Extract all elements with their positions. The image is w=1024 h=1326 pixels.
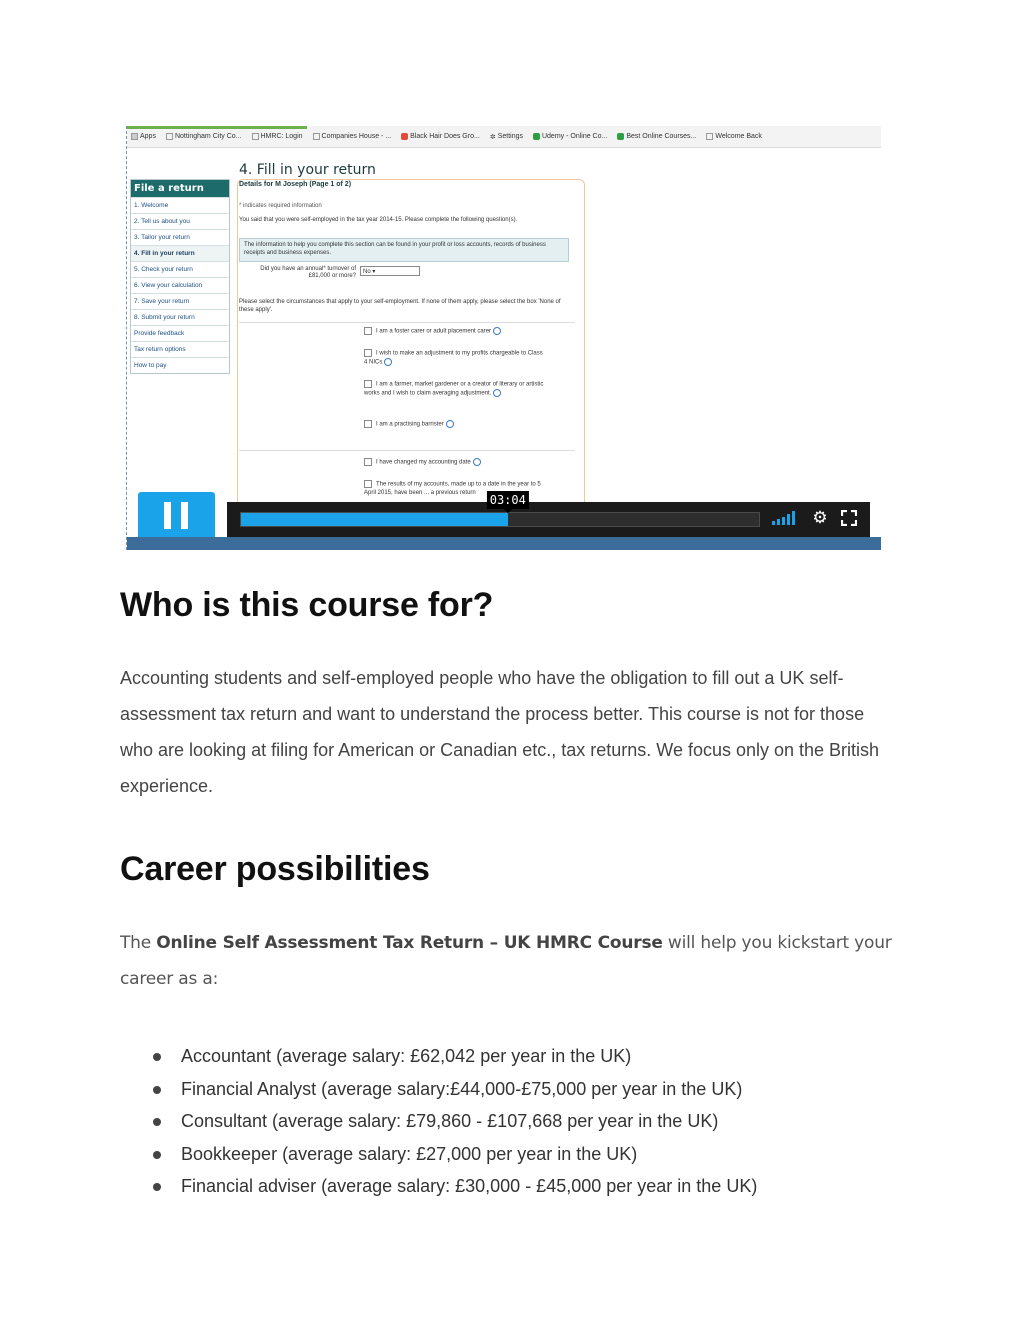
section-body-who: Accounting students and self-employed people who have the obligation to fill out a UK self-assessment tax return and want to understand the process better. This course is not for those who are looking at filing for American or Canadian etc., tax returns. We focus only on the British experience.: [120, 668, 880, 796]
info-box: The information to help you complete this section can be found in your profit or loss accounts, records of business receipts and business expenses.: [239, 238, 569, 262]
help-icon[interactable]: [446, 420, 454, 428]
option-farmer[interactable]: I am a farmer, market gardener or a creator of literary or artistic works and I wish to claim averaging adjustment.: [364, 381, 544, 397]
bookmark-companies-house[interactable]: Companies House - ...: [313, 133, 392, 140]
bookmark-settings[interactable]: ✲ Settings: [489, 133, 523, 141]
option-adjustment[interactable]: I wish to make an adjustment to my profits chargeable to Class 4 NICs: [364, 350, 543, 366]
sidebar-item-submit[interactable]: 8. Submit your return: [131, 309, 229, 325]
checkbox[interactable]: [364, 458, 372, 466]
divider: [239, 450, 575, 451]
circumstances-prompt: Please select the circumstances that apply to your self-employment. If none of them apply, please select the box 'None of these apply'.: [239, 299, 561, 313]
section-heading-who: Who is this course for?: [120, 586, 494, 624]
page-icon: [166, 133, 173, 140]
section-heading-career: Career possibilities: [120, 850, 430, 888]
bookmark-apps[interactable]: Apps: [131, 133, 156, 140]
form-title: 4. Fill in your return: [239, 162, 376, 178]
hmrc-sidebar-nav: [130, 179, 230, 374]
progress-bar[interactable]: [240, 512, 760, 527]
gear-icon: ✲: [489, 133, 496, 141]
list-item: Accountant (average salary: £62,042 per year in the UK): [120, 1040, 900, 1073]
bookmark-black-hair[interactable]: Black Hair Does Gro...: [401, 133, 480, 140]
page-icon: [252, 133, 259, 140]
bullet-icon: [153, 1183, 161, 1191]
option-accounting-date[interactable]: I have changed my accounting date: [364, 458, 544, 467]
career-intro: The Online Self Assessment Tax Return – UK HMRC Course will help you kickstart your career as a:: [120, 933, 892, 989]
help-icon[interactable]: [493, 327, 501, 335]
bookmark-best-online-courses[interactable]: Best Online Courses...: [617, 133, 696, 140]
bullet-icon: [153, 1086, 161, 1094]
list-item: Financial Analyst (average salary:£44,000-£75,000 per year in the UK): [120, 1073, 900, 1106]
sidebar-item-how-to-pay[interactable]: How to pay: [131, 357, 229, 373]
option-accounts-results[interactable]: The results of my accounts, made up to a date in the year to 5 April 2015, have been ... a previous return: [364, 481, 541, 496]
pause-icon: [164, 502, 171, 529]
checkbox[interactable]: [364, 327, 372, 335]
help-icon[interactable]: [384, 358, 392, 366]
progress-fill: [241, 513, 508, 526]
sidebar-item-tell-us[interactable]: 2. Tell us about you: [131, 213, 229, 229]
page-icon: [706, 133, 713, 140]
sidebar-item-tailor[interactable]: 3. Tailor your return: [131, 229, 229, 245]
sidebar-item-feedback[interactable]: Provide feedback: [131, 325, 229, 341]
bullet-icon: [153, 1118, 161, 1126]
sidebar-item-tax-options[interactable]: Tax return options: [131, 341, 229, 357]
career-list: [120, 1040, 900, 1203]
bookmark-nottingham[interactable]: Nottingham City Co...: [166, 133, 242, 140]
turnover-question: Did you have an annual* turnover of £81,000 or more?: [260, 266, 356, 279]
bookmark-udemy[interactable]: Udemy - Online Co...: [533, 133, 607, 140]
bullet-icon: [153, 1053, 161, 1061]
bullet-icon: [153, 1151, 161, 1159]
browser-tab-strip: [127, 126, 307, 129]
list-item: Bookkeeper (average salary: £27,000 per year in the UK): [120, 1138, 900, 1171]
checkbox[interactable]: [364, 420, 372, 428]
help-icon[interactable]: [473, 458, 481, 466]
udemy-icon: [533, 133, 540, 140]
sidebar-title: File a return: [131, 180, 229, 197]
settings-gear-icon[interactable]: ⚙: [812, 508, 828, 527]
checkbox[interactable]: [364, 349, 372, 357]
turnover-select[interactable]: No ▾: [360, 266, 420, 276]
video-player[interactable]: [126, 126, 881, 550]
form-intro: You said that you were self-employed in the tax year 2014-15. Please complete the following question(s).: [239, 217, 518, 223]
browser-bookmarks-bar: [127, 126, 881, 148]
sidebar-item-save[interactable]: 7. Save your return: [131, 293, 229, 309]
udemy-icon: [617, 133, 624, 140]
windows-taskbar: [127, 537, 881, 550]
apps-icon: [131, 133, 138, 140]
volume-icon[interactable]: [772, 511, 800, 525]
bookmark-welcome-back[interactable]: Welcome Back: [706, 133, 762, 140]
list-item: Financial adviser (average salary: £30,000 - £45,000 per year in the UK): [120, 1170, 900, 1203]
required-note: * indicates required information: [239, 203, 322, 209]
page-icon: [313, 133, 320, 140]
checkbox[interactable]: [364, 380, 372, 388]
form-details-heading: Details for M Joseph (Page 1 of 2): [239, 181, 352, 188]
sidebar-item-calculation[interactable]: 6. View your calculation: [131, 277, 229, 293]
divider: [239, 322, 575, 323]
fullscreen-icon[interactable]: [841, 510, 857, 526]
option-barrister[interactable]: I am a practising barrister: [364, 420, 544, 429]
return-form: [237, 179, 585, 550]
checkbox[interactable]: [364, 480, 372, 488]
mail-icon: [401, 133, 408, 140]
sidebar-item-check[interactable]: 5. Check your return: [131, 261, 229, 277]
bookmark-hmrc[interactable]: HMRC: Login: [252, 133, 303, 140]
sidebar-item-fill-in[interactable]: 4. Fill in your return: [131, 245, 229, 261]
sidebar-item-welcome[interactable]: 1. Welcome: [131, 197, 229, 213]
pause-button[interactable]: [138, 492, 215, 541]
help-icon[interactable]: [493, 389, 501, 397]
option-foster-carer[interactable]: I am a foster carer or adult placement carer: [364, 327, 544, 336]
course-name: Online Self Assessment Tax Return – UK HMRC Course: [156, 933, 663, 953]
time-tooltip: 03:04: [487, 491, 529, 509]
list-item: Consultant (average salary: £79,860 - £107,668 per year in the UK): [120, 1105, 900, 1138]
